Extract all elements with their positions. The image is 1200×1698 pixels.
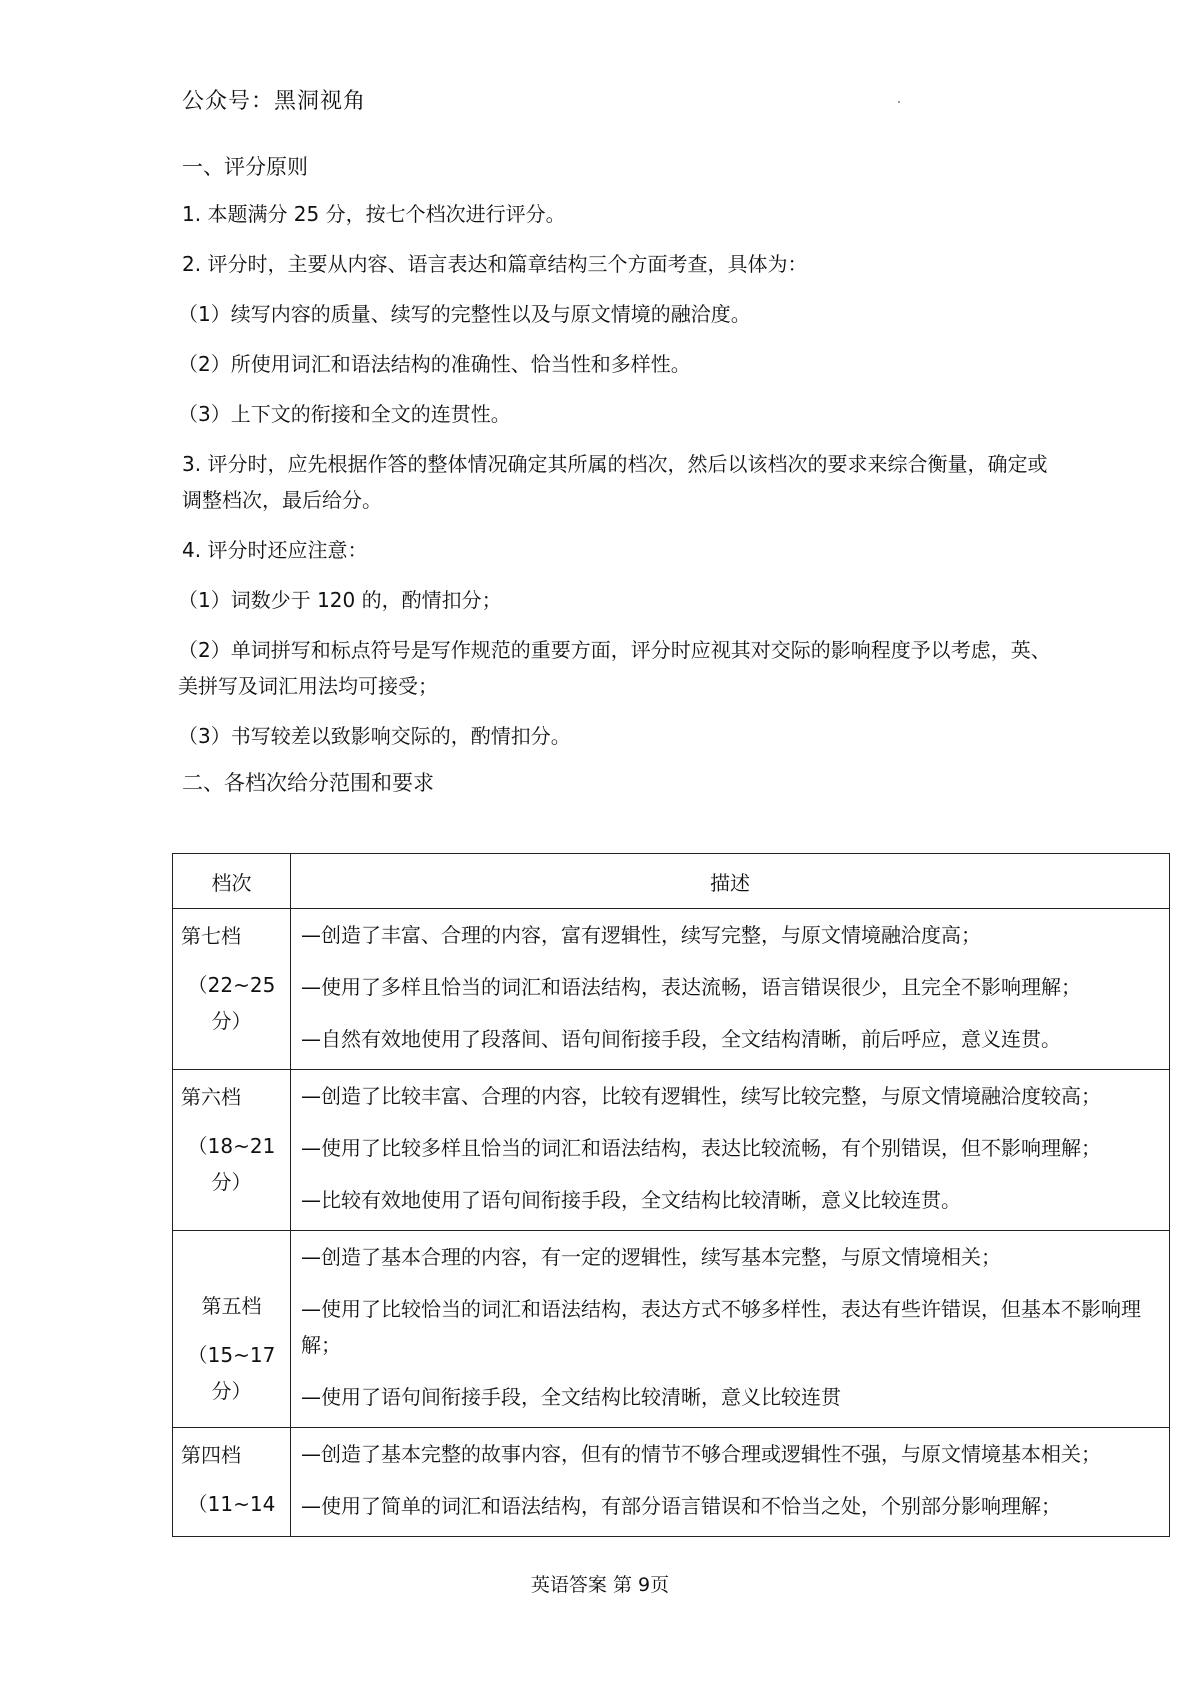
rule-2-item: （3）上下文的衔接和全文的连贯性。: [178, 402, 511, 426]
rule-2: 2. 评分时，主要从内容、语言表达和篇章结构三个方面考查，具体为：: [182, 252, 808, 276]
watermark-text: 公众号：黑洞视角: [182, 89, 367, 114]
section-title-scoring-principles: 一、评分原则: [182, 155, 308, 179]
level-range: （18~21 分）: [187, 1134, 276, 1194]
level-cell: [173, 1428, 291, 1537]
rule-4-item: （1）词数少于 120 的，酌情扣分；: [178, 588, 502, 612]
table-row: [173, 1231, 1170, 1428]
level-cell: [173, 1231, 291, 1428]
description-line: —创造了基本完整的故事内容，但有的情节不够合理或逻辑性不强，与原文情境基本相关；: [301, 1442, 1101, 1466]
level-name: 第四档: [181, 1443, 241, 1467]
description-line: —使用了比较恰当的词汇和语法结构，表达方式不够多样性，表达有些许错误，但基本不影响理解；: [301, 1297, 1141, 1357]
description-line: —自然有效地使用了段落间、语句间衔接手段，全文结构清晰，前后呼应，意义连贯。: [301, 1027, 1061, 1051]
description-line: —比较有效地使用了语句间衔接手段，全文结构比较清晰，意义比较连贯。: [301, 1188, 961, 1212]
description-cell: [291, 1231, 1170, 1428]
description-line: —创造了比较丰富、合理的内容，比较有逻辑性，续写比较完整，与原文情境融洽度较高；: [301, 1084, 1101, 1108]
rule-3: 3. 评分时，应先根据作答的整体情况确定其所属的档次，然后以该档次的要求来综合衡量，确定或调整档次，最后给分。: [182, 452, 1048, 512]
main-content: [178, 152, 1062, 812]
description-line: —使用了简单的词汇和语法结构，有部分语言错误和不恰当之处，个别部分影响理解；: [301, 1494, 1061, 1518]
table-row: [173, 909, 1170, 1070]
description-line: —使用了比较多样且恰当的词汇和语法结构，表达比较流畅，有个别错误，但不影响理解；: [301, 1136, 1101, 1160]
scan-speck: [898, 101, 900, 103]
description-cell: [291, 1428, 1170, 1537]
rule-2-item: （2）所使用词汇和语法结构的准确性、恰当性和多样性。: [178, 352, 691, 376]
description-cell: [291, 909, 1170, 1070]
table-header-row: [173, 854, 1170, 909]
page-footer: 英语答案 第 9页: [530, 1574, 670, 1596]
description-line: —创造了基本合理的内容，有一定的逻辑性，续写基本完整，与原文情境相关；: [301, 1245, 1001, 1269]
level-cell: [173, 1070, 291, 1231]
description-line: —使用了语句间衔接手段，全文结构比较清晰，意义比较连贯: [301, 1385, 841, 1409]
rule-4-item: （2）单词拼写和标点符号是写作规范的重要方面，评分时应视其对交际的影响程度予以考虑，英、美拼写及词汇用法均可接受；: [178, 638, 1051, 698]
rule-4: 4. 评分时还应注意：: [182, 538, 368, 562]
header-description: 描述: [291, 854, 1170, 909]
table-row: [173, 1070, 1170, 1231]
header-level: 档次: [173, 854, 291, 909]
section-title-score-levels: 二、各档次给分范围和要求: [182, 771, 434, 795]
level-name: 第七档: [181, 924, 241, 948]
description-cell: [291, 1070, 1170, 1231]
level-range: （11~14: [187, 1492, 276, 1516]
level-name: 第五档: [201, 1294, 262, 1318]
level-cell: [173, 909, 291, 1070]
table-row: [173, 1428, 1170, 1537]
level-range: （15~17 分）: [187, 1343, 276, 1403]
score-level-table: [172, 853, 1170, 1537]
rule-2-item: （1）续写内容的质量、续写的完整性以及与原文情境的融洽度。: [178, 302, 751, 326]
level-name: 第六档: [181, 1085, 241, 1109]
description-line: —创造了丰富、合理的内容，富有逻辑性，续写完整，与原文情境融洽度高；: [301, 923, 981, 947]
level-range: （22~25 分）: [187, 973, 276, 1033]
score-level-table-wrapper: [172, 853, 1170, 1537]
description-line: —使用了多样且恰当的词汇和语法结构，表达流畅，语言错误很少，且完全不影响理解；: [301, 975, 1081, 999]
rule-1: 1. 本题满分 25 分，按七个档次进行评分。: [182, 202, 566, 226]
rule-4-item: （3）书写较差以致影响交际的，酌情扣分。: [178, 724, 571, 748]
